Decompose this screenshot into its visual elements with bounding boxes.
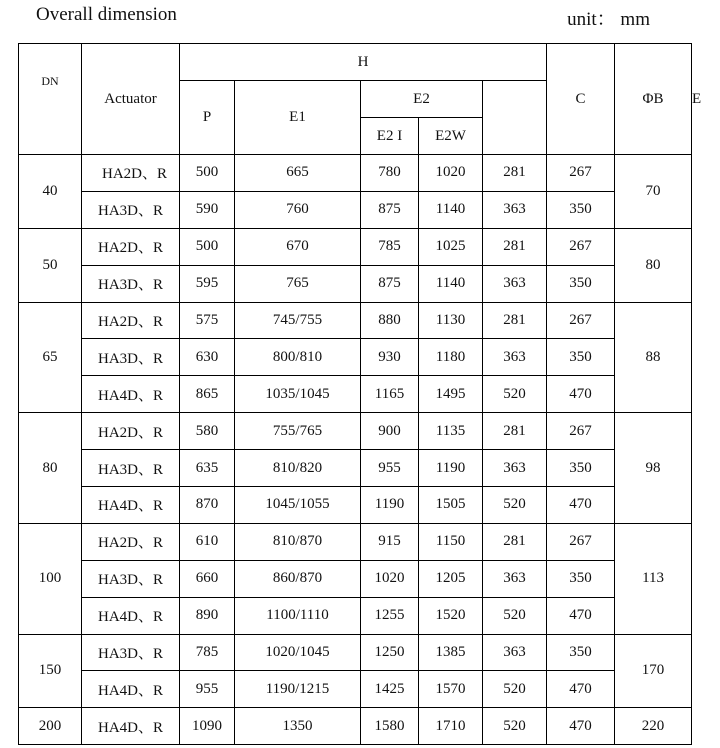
cell-p: 635 [180,450,235,487]
table-row [19,339,692,376]
cell-e1: 1190/1215 [235,671,361,708]
cell-e: 170 [615,634,692,708]
cell-e1: 860/870 [235,560,361,597]
cell-dn: 65 [19,302,82,413]
cell-e1: 1020/1045 [235,634,361,671]
cell-p: 575 [180,302,235,339]
cell-p: 590 [180,191,235,228]
cell-e2w: 1135 [419,413,483,450]
cell-b: 350 [547,265,615,302]
cell-b: 267 [547,302,615,339]
cell-dn: 200 [19,708,82,745]
cell-p: 580 [180,413,235,450]
table-row [19,191,692,228]
cell-b: 267 [547,155,615,192]
table-row [19,450,692,487]
cell-actuator: HA2D、R [82,413,180,450]
cell-e2i: 780 [361,155,419,192]
cell-c: 363 [483,265,547,302]
header-e2w: E2W [419,118,483,155]
cell-e2w: 1495 [419,376,483,413]
cell-b: 470 [547,597,615,634]
cell-actuator: HA4D、R [82,597,180,634]
table-row [19,560,692,597]
cell-e2i: 1425 [361,671,419,708]
header-c: C [547,44,615,155]
cell-c: 281 [483,413,547,450]
cell-e2i: 1250 [361,634,419,671]
cell-c: 363 [483,339,547,376]
cell-e2i: 880 [361,302,419,339]
cell-c: 520 [483,708,547,745]
cell-e1: 760 [235,191,361,228]
cell-actuator: HA3D、R [82,265,180,302]
cell-e: 220 [615,708,692,745]
header-b: ΦB [615,44,692,155]
cell-p: 890 [180,597,235,634]
cell-c: 520 [483,671,547,708]
cell-p: 870 [180,487,235,524]
cell-e2i: 1020 [361,560,419,597]
cell-c: 363 [483,560,547,597]
cell-dn: 40 [19,155,82,229]
cell-b: 470 [547,671,615,708]
cell-e1: 1045/1055 [235,487,361,524]
cell-e1: 665 [235,155,361,192]
cell-actuator: HA3D、R [82,339,180,376]
cell-b: 267 [547,523,615,560]
table-row [19,708,692,745]
cell-e1: 1350 [235,708,361,745]
unit-label: unit： mm [567,9,650,30]
cell-p: 610 [180,523,235,560]
cell-e2w: 1150 [419,523,483,560]
cell-e1: 810/820 [235,450,361,487]
cell-p: 630 [180,339,235,376]
cell-e2w: 1505 [419,487,483,524]
cell-e1: 800/810 [235,339,361,376]
cell-p: 955 [180,671,235,708]
cell-e2w: 1385 [419,634,483,671]
cell-c: 520 [483,487,547,524]
table-header: DN Actuator H C ΦB E P E1 E2 E2 I E2W [19,44,692,155]
header-h: H [180,44,547,81]
cell-actuator: HA2D、R [82,155,180,192]
cell-dn: 80 [19,413,82,524]
cell-e: 88 [615,302,692,413]
table-row [19,376,692,413]
table-row [19,671,692,708]
page-title: Overall dimension [36,4,177,25]
cell-e1: 810/870 [235,523,361,560]
cell-e2i: 1255 [361,597,419,634]
cell-actuator: HA2D、R [82,228,180,265]
header-actuator: Actuator [82,44,180,155]
cell-b: 350 [547,450,615,487]
cell-e: 98 [615,413,692,524]
cell-e2i: 930 [361,339,419,376]
header-e2: E2 [361,81,483,118]
cell-e2i: 1165 [361,376,419,413]
header-dn: DN [19,44,82,155]
cell-e2w: 1710 [419,708,483,745]
cell-e2i: 1190 [361,487,419,524]
cell-b: 350 [547,339,615,376]
cell-e2w: 1025 [419,228,483,265]
cell-e2i: 900 [361,413,419,450]
cell-actuator: HA4D、R [82,671,180,708]
table-row [19,413,692,450]
cell-e1: 745/755 [235,302,361,339]
cell-b: 350 [547,191,615,228]
cell-e2i: 955 [361,450,419,487]
cell-c: 363 [483,634,547,671]
cell-actuator: HA4D、R [82,708,180,745]
cell-p: 595 [180,265,235,302]
cell-e1: 765 [235,265,361,302]
cell-actuator: HA4D、R [82,487,180,524]
table-row [19,487,692,524]
table-row [19,155,692,192]
cell-b: 267 [547,228,615,265]
table-row [19,634,692,671]
cell-e2i: 875 [361,191,419,228]
cell-b: 350 [547,560,615,597]
cell-e: 70 [615,155,692,229]
cell-dn: 150 [19,634,82,708]
cell-e2w: 1205 [419,560,483,597]
cell-dn: 50 [19,228,82,302]
table-row [19,265,692,302]
dimension-table [18,43,702,745]
cell-e: 113 [615,523,692,634]
cell-actuator: HA2D、R [82,523,180,560]
cell-e2i: 785 [361,228,419,265]
cell-c: 520 [483,376,547,413]
cell-e2w: 1180 [419,339,483,376]
cell-actuator: HA2D、R [82,302,180,339]
cell-e: 80 [615,228,692,302]
cell-e2i: 915 [361,523,419,560]
cell-actuator: HA4D、R [82,376,180,413]
cell-c: 520 [483,597,547,634]
cell-e1: 755/765 [235,413,361,450]
cell-b: 470 [547,487,615,524]
cell-actuator: HA3D、R [82,560,180,597]
cell-b: 470 [547,376,615,413]
cell-e1: 1035/1045 [235,376,361,413]
cell-c: 363 [483,191,547,228]
cell-p: 865 [180,376,235,413]
cell-b: 470 [547,708,615,745]
cell-p: 500 [180,155,235,192]
cell-actuator: HA3D、R [82,634,180,671]
cell-e1: 670 [235,228,361,265]
cell-b: 350 [547,634,615,671]
cell-e2w: 1190 [419,450,483,487]
cell-e2w: 1140 [419,191,483,228]
cell-c: 281 [483,155,547,192]
cell-e2w: 1130 [419,302,483,339]
table-body [19,155,692,745]
table-row [19,597,692,634]
header-e2i: E2 I [361,118,419,155]
cell-p: 660 [180,560,235,597]
header-e1: E1 [235,81,361,155]
cell-p: 1090 [180,708,235,745]
cell-b: 267 [547,413,615,450]
cell-dn: 100 [19,523,82,634]
table-row [19,302,692,339]
header-p: P [180,81,235,155]
cell-p: 785 [180,634,235,671]
cell-e2i: 875 [361,265,419,302]
table-row [19,228,692,265]
cell-e2i: 1580 [361,708,419,745]
cell-p: 500 [180,228,235,265]
cell-e2w: 1570 [419,671,483,708]
cell-c: 281 [483,302,547,339]
cell-c: 363 [483,450,547,487]
cell-e1: 1100/1110 [235,597,361,634]
table-row [19,523,692,560]
cell-e2w: 1140 [419,265,483,302]
cell-actuator: HA3D、R [82,450,180,487]
cell-e2w: 1020 [419,155,483,192]
cell-actuator: HA3D、R [82,191,180,228]
cell-c: 281 [483,228,547,265]
cell-c: 281 [483,523,547,560]
cell-e2w: 1520 [419,597,483,634]
